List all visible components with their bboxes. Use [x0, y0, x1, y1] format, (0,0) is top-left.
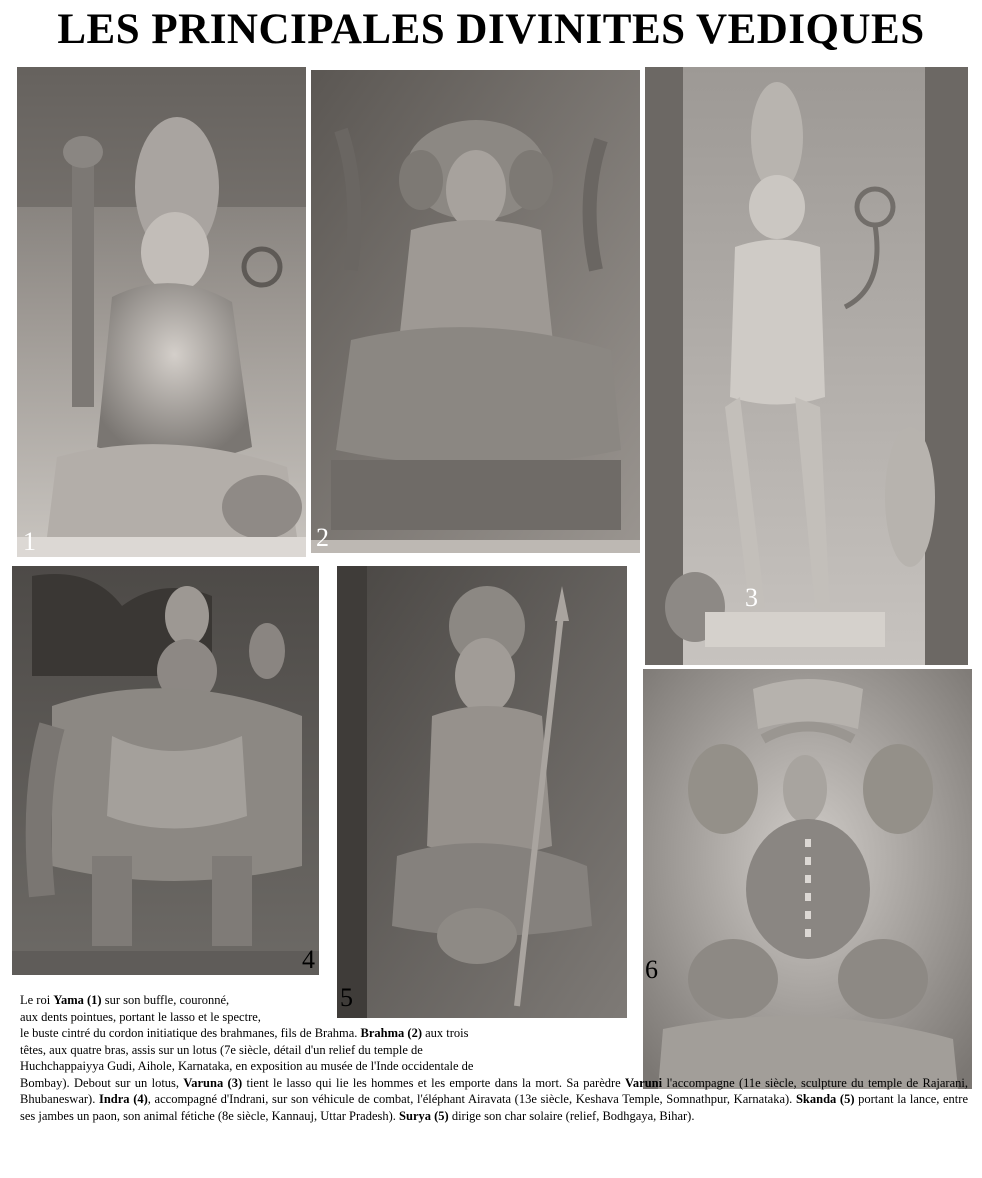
photo-indra	[12, 566, 319, 975]
caption-deity-brahma: Brahma (2)	[360, 1026, 422, 1040]
caption-text: tient le lasso qui lie les hommes et les emporte dans la mort. Sa parèdre	[242, 1075, 626, 1090]
indra-elephant-image	[12, 566, 319, 975]
photo-yama	[17, 67, 306, 557]
caption-line-4: têtes, aux quatre bras, assis sur un lotus (7e siècle, détail d'un relief du temple de	[20, 1042, 423, 1057]
figure-number-3: 3	[745, 583, 758, 612]
yama-relief-image	[17, 67, 306, 557]
caption-text: Bombay). Debout sur un lotus,	[20, 1075, 184, 1090]
caption-text: aux trois	[421, 1026, 469, 1040]
brahma-relief-image	[311, 70, 640, 553]
caption-text: Le roi	[20, 993, 54, 1007]
caption-line-3	[20, 1025, 580, 1042]
caption-line-5: Huchchappaiyya Gudi, Aihole, Karnataka, en exposition au musée de l'Inde occidentale de	[20, 1059, 474, 1073]
photo-brahma	[311, 70, 640, 553]
figure-number-2: 2	[316, 523, 329, 552]
page-title: LES PRINCIPALES DIVINITES VEDIQUES	[57, 6, 925, 53]
figure-number-5: 5	[340, 983, 353, 1012]
caption-text: , accompagné d'Indrani, sur son véhicule de combat, l'éléphant Airavata (13e siècle, Keshava Temple, Somnathpur, Karnataka).	[147, 1092, 796, 1106]
varuna-sculpture-image	[645, 67, 968, 665]
caption-line-1	[20, 992, 580, 1009]
caption-deity-skanda: Skanda (5)	[795, 1092, 855, 1106]
figure-number-6: 6	[645, 955, 658, 984]
skanda-lance-image	[337, 566, 627, 1018]
caption-deity-varuni: Varuni	[625, 1075, 663, 1090]
caption-paragraph	[20, 1075, 968, 1125]
photo-skanda	[337, 566, 627, 1018]
caption-text: portant la lance, entre ses jambes un paon, son animal fétiche (8e siècle, Kannauj, Uttar Pradesh).	[20, 1092, 968, 1123]
caption-deity-varuna: Varuna (3)	[183, 1075, 243, 1090]
caption-deity-yama: Yama (1)	[53, 993, 102, 1007]
caption-text: le buste cintré du cordon initiatique des brahmanes, fils de Brahma.	[20, 1026, 361, 1040]
figure-number-4: 4	[302, 945, 315, 974]
figure-number-1: 1	[23, 527, 36, 556]
caption-deity-indra: Indra (4)	[98, 1092, 148, 1106]
caption-text: dirige son char solaire (relief, Bodhgaya, Bihar).	[448, 1108, 695, 1123]
caption-block	[20, 992, 970, 1124]
photo-varuna	[645, 67, 968, 665]
caption-text: l'accompagne (11e siècle, sculpture du temple de Rajarani, Bhubaneswar).	[20, 1075, 968, 1106]
caption-deity-surya: Surya (5)	[399, 1108, 449, 1123]
caption-text: sur son buffle, couronné,	[101, 993, 230, 1007]
caption-line-2: aux dents pointues, portant le lasso et le spectre,	[20, 1009, 261, 1024]
